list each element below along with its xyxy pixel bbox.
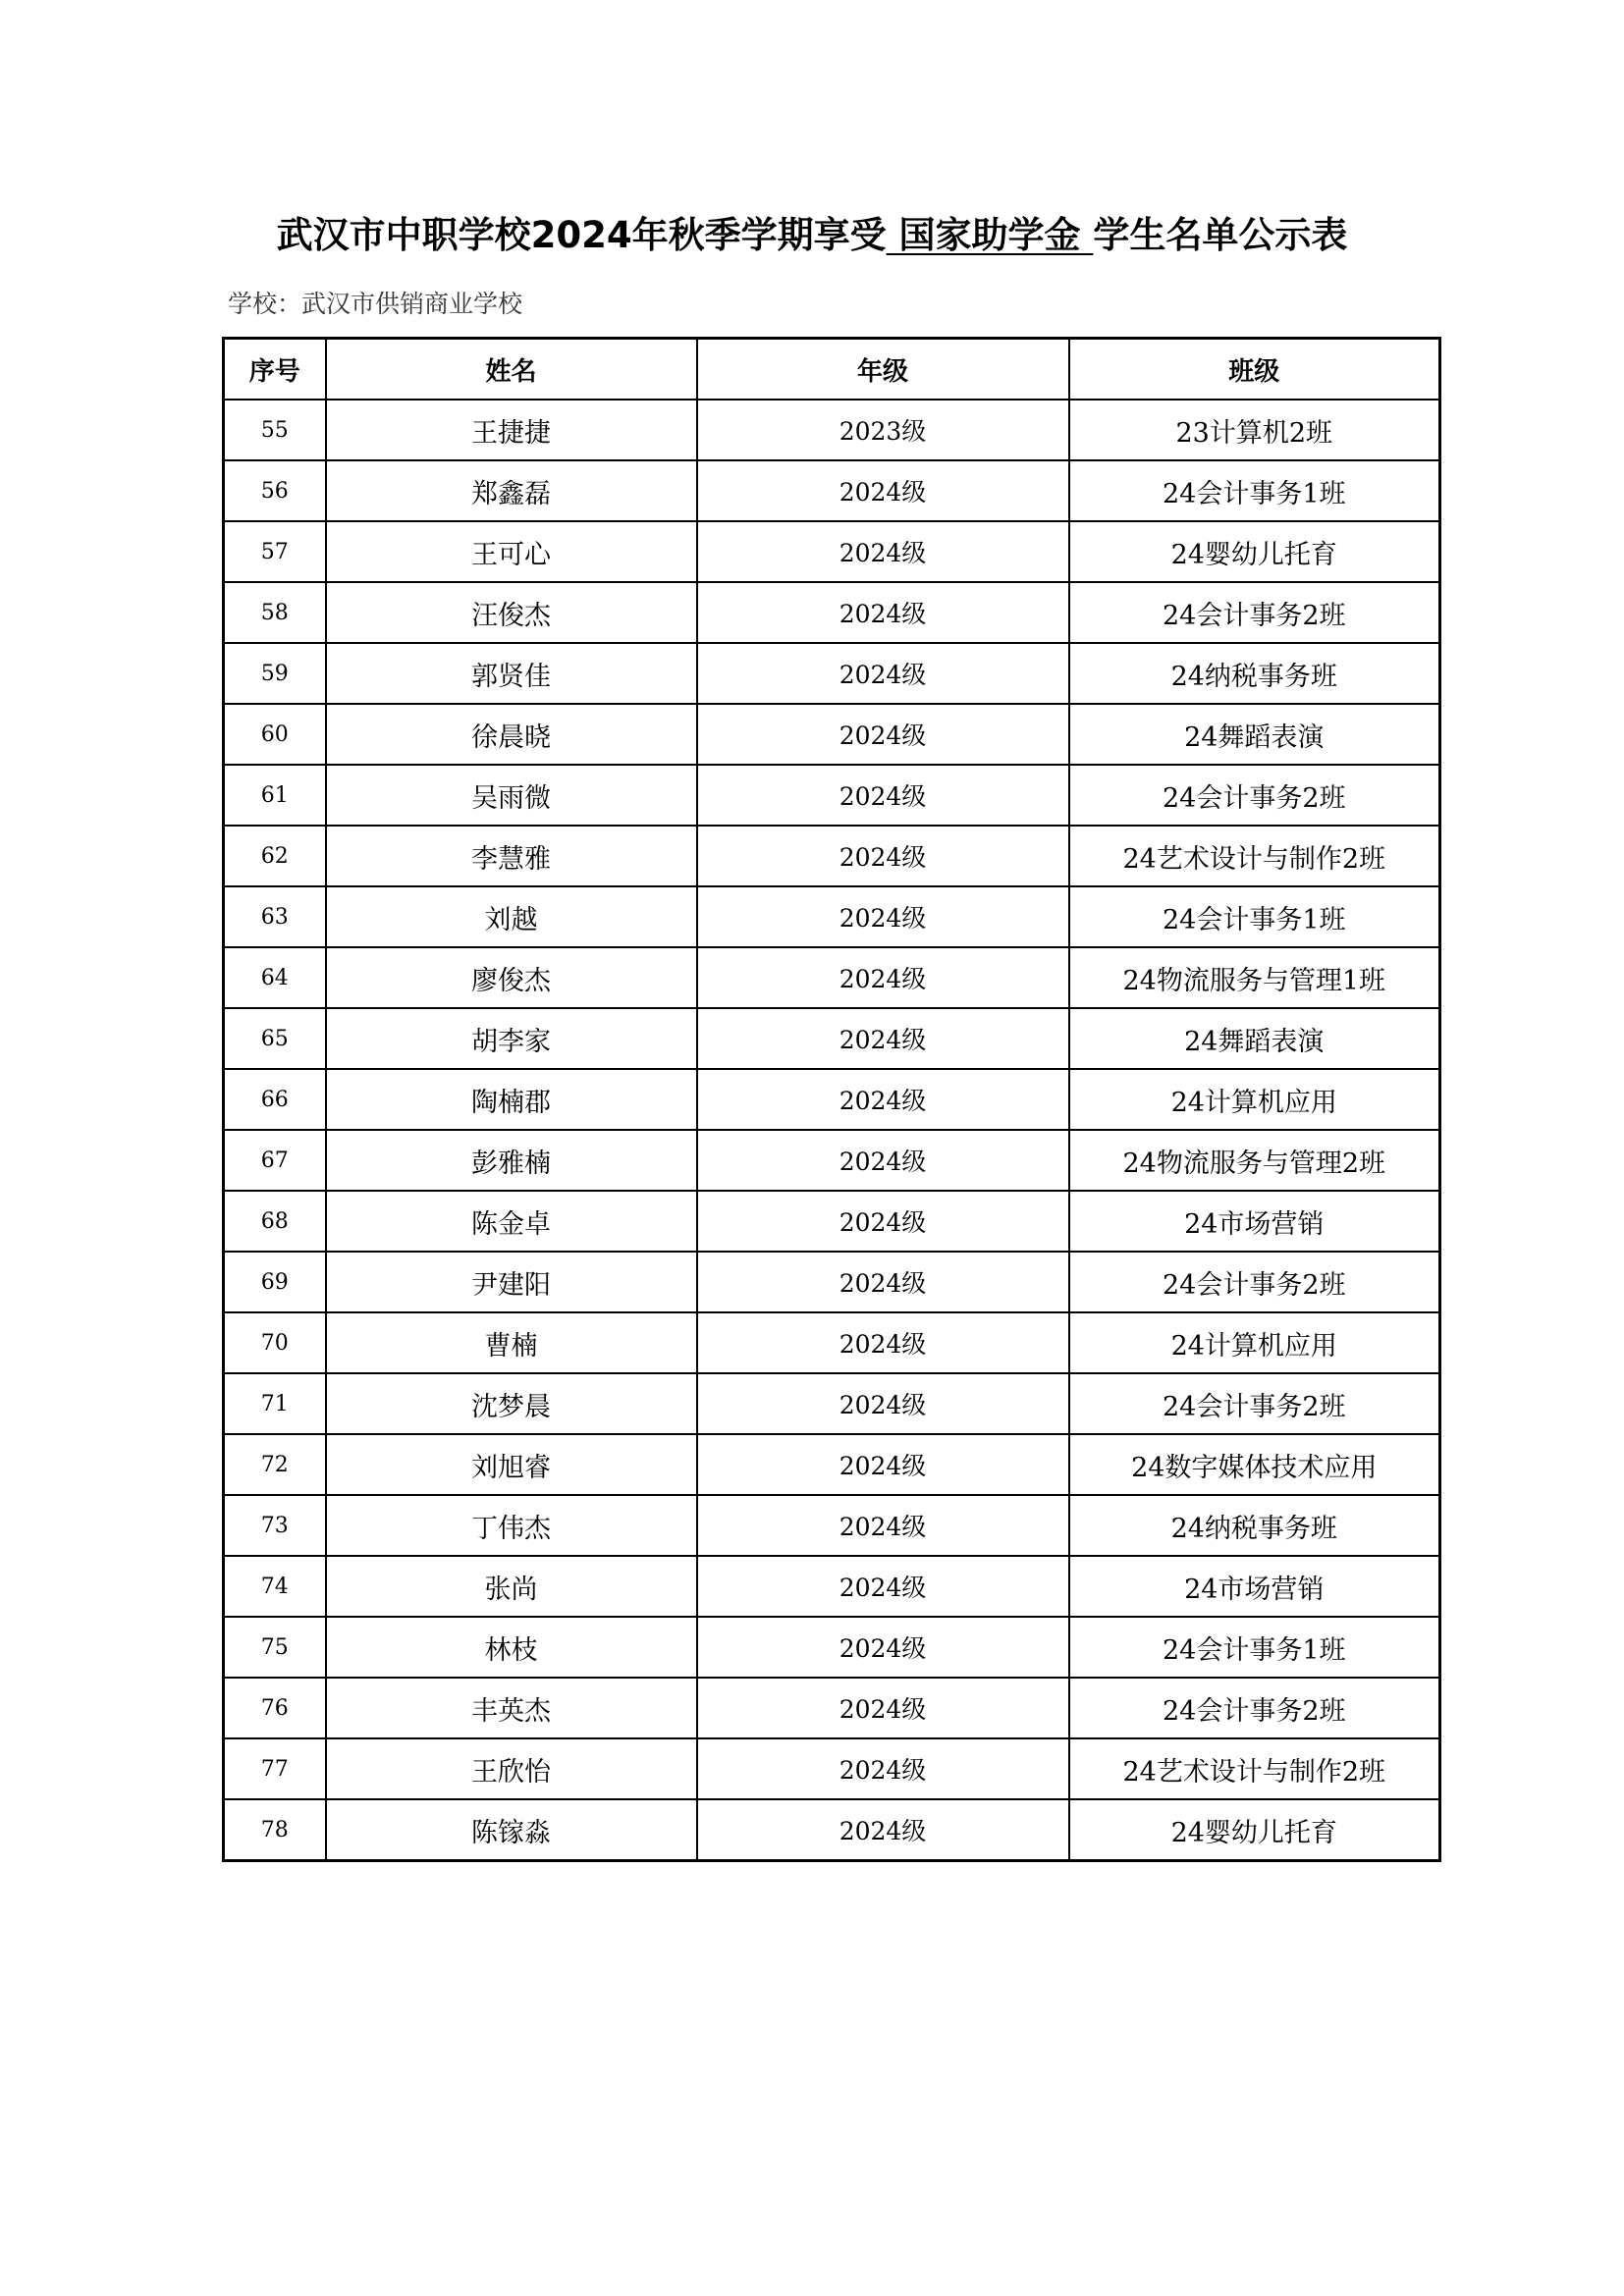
- cell-grade: 2024级: [697, 704, 1069, 765]
- table-body: [224, 400, 1440, 1861]
- cell-name: 王可心: [326, 521, 697, 582]
- cell-name: 林枝: [326, 1617, 697, 1678]
- table-row: [224, 1495, 1440, 1556]
- title-highlight: 国家助学金: [886, 213, 1094, 256]
- cell-class: 24婴幼儿托育: [1069, 521, 1440, 582]
- cell-grade: 2024级: [697, 521, 1069, 582]
- cell-no: 57: [224, 521, 326, 582]
- cell-name: 刘旭睿: [326, 1434, 697, 1495]
- table-row: [224, 1008, 1440, 1069]
- cell-grade: 2024级: [697, 1130, 1069, 1191]
- table-row: [224, 521, 1440, 582]
- cell-grade: 2024级: [697, 1738, 1069, 1799]
- cell-grade: 2024级: [697, 460, 1069, 521]
- header-grade: 年级: [697, 339, 1069, 400]
- cell-grade: 2024级: [697, 765, 1069, 826]
- table-row: [224, 947, 1440, 1008]
- cell-no: 56: [224, 460, 326, 521]
- table-row: [224, 400, 1440, 460]
- cell-no: 62: [224, 826, 326, 886]
- cell-class: 24物流服务与管理1班: [1069, 947, 1440, 1008]
- cell-no: 76: [224, 1678, 326, 1738]
- cell-class: 24会计事务2班: [1069, 1252, 1440, 1312]
- cell-name: 郭贤佳: [326, 643, 697, 704]
- title-prefix: 武汉市中职学校2024年秋季学期享受: [276, 213, 887, 256]
- school-line: [228, 288, 522, 321]
- cell-class: 23计算机2班: [1069, 400, 1440, 460]
- cell-no: 66: [224, 1069, 326, 1130]
- cell-class: 24舞蹈表演: [1069, 1008, 1440, 1069]
- cell-class: 24纳税事务班: [1069, 1495, 1440, 1556]
- cell-grade: 2024级: [697, 1556, 1069, 1617]
- student-roster-table: [222, 337, 1441, 1862]
- cell-class: 24会计事务1班: [1069, 1617, 1440, 1678]
- cell-name: 丰英杰: [326, 1678, 697, 1738]
- cell-no: 72: [224, 1434, 326, 1495]
- page-title: [0, 211, 1624, 260]
- table-row: [224, 1373, 1440, 1434]
- cell-no: 71: [224, 1373, 326, 1434]
- cell-grade: 2024级: [697, 886, 1069, 947]
- cell-grade: 2024级: [697, 947, 1069, 1008]
- cell-grade: 2024级: [697, 1495, 1069, 1556]
- cell-name: 郑鑫磊: [326, 460, 697, 521]
- cell-class: 24舞蹈表演: [1069, 704, 1440, 765]
- cell-grade: 2024级: [697, 643, 1069, 704]
- header-class: 班级: [1069, 339, 1440, 400]
- cell-no: 64: [224, 947, 326, 1008]
- cell-no: 73: [224, 1495, 326, 1556]
- cell-no: 61: [224, 765, 326, 826]
- cell-name: 廖俊杰: [326, 947, 697, 1008]
- cell-class: 24艺术设计与制作2班: [1069, 1738, 1440, 1799]
- cell-name: 徐晨晓: [326, 704, 697, 765]
- cell-class: 24纳税事务班: [1069, 643, 1440, 704]
- cell-no: 69: [224, 1252, 326, 1312]
- cell-grade: 2024级: [697, 1312, 1069, 1373]
- cell-class: 24会计事务2班: [1069, 1373, 1440, 1434]
- cell-class: 24会计事务2班: [1069, 765, 1440, 826]
- cell-class: 24计算机应用: [1069, 1312, 1440, 1373]
- header-name: 姓名: [326, 339, 697, 400]
- table-row: [224, 582, 1440, 643]
- cell-name: 曹楠: [326, 1312, 697, 1373]
- table-row: [224, 1069, 1440, 1130]
- school-label: 学校：: [228, 290, 302, 318]
- cell-no: 67: [224, 1130, 326, 1191]
- cell-grade: 2023级: [697, 400, 1069, 460]
- cell-grade: 2024级: [697, 582, 1069, 643]
- cell-name: 胡李家: [326, 1008, 697, 1069]
- table-row: [224, 1678, 1440, 1738]
- cell-name: 陈金卓: [326, 1191, 697, 1252]
- cell-no: 77: [224, 1738, 326, 1799]
- table-row: [224, 704, 1440, 765]
- cell-grade: 2024级: [697, 1678, 1069, 1738]
- cell-class: 24数字媒体技术应用: [1069, 1434, 1440, 1495]
- table-row: [224, 643, 1440, 704]
- cell-grade: 2024级: [697, 1252, 1069, 1312]
- cell-class: 24婴幼儿托育: [1069, 1799, 1440, 1861]
- cell-name: 彭雅楠: [326, 1130, 697, 1191]
- cell-name: 李慧雅: [326, 826, 697, 886]
- cell-class: 24会计事务2班: [1069, 582, 1440, 643]
- cell-name: 张尚: [326, 1556, 697, 1617]
- table-row: [224, 460, 1440, 521]
- header-no: 序号: [224, 339, 326, 400]
- cell-grade: 2024级: [697, 1617, 1069, 1678]
- cell-no: 63: [224, 886, 326, 947]
- cell-class: 24计算机应用: [1069, 1069, 1440, 1130]
- school-name: 武汉市供销商业学校: [301, 290, 523, 318]
- cell-grade: 2024级: [697, 826, 1069, 886]
- cell-no: 70: [224, 1312, 326, 1373]
- title-suffix: 学生名单公示表: [1093, 213, 1348, 256]
- cell-grade: 2024级: [697, 1799, 1069, 1861]
- cell-name: 陶楠郡: [326, 1069, 697, 1130]
- cell-class: 24会计事务1班: [1069, 886, 1440, 947]
- cell-grade: 2024级: [697, 1434, 1069, 1495]
- table-row: [224, 826, 1440, 886]
- table-row: [224, 1799, 1440, 1861]
- cell-grade: 2024级: [697, 1069, 1069, 1130]
- cell-grade: 2024级: [697, 1191, 1069, 1252]
- cell-name: 王欣怡: [326, 1738, 697, 1799]
- cell-no: 74: [224, 1556, 326, 1617]
- table-row: [224, 886, 1440, 947]
- cell-name: 吴雨微: [326, 765, 697, 826]
- cell-no: 78: [224, 1799, 326, 1861]
- cell-class: 24物流服务与管理2班: [1069, 1130, 1440, 1191]
- cell-no: 65: [224, 1008, 326, 1069]
- table-row: [224, 765, 1440, 826]
- cell-grade: 2024级: [697, 1008, 1069, 1069]
- table-row: [224, 1617, 1440, 1678]
- table-header: [224, 339, 1440, 400]
- cell-no: 58: [224, 582, 326, 643]
- table-row: [224, 1130, 1440, 1191]
- cell-class: 24市场营销: [1069, 1556, 1440, 1617]
- cell-class: 24艺术设计与制作2班: [1069, 826, 1440, 886]
- table-row: [224, 1556, 1440, 1617]
- cell-name: 陈镓淼: [326, 1799, 697, 1861]
- header-row: [224, 339, 1440, 400]
- cell-grade: 2024级: [697, 1373, 1069, 1434]
- table-row: [224, 1434, 1440, 1495]
- cell-name: 汪俊杰: [326, 582, 697, 643]
- cell-class: 24市场营销: [1069, 1191, 1440, 1252]
- table-row: [224, 1738, 1440, 1799]
- cell-no: 75: [224, 1617, 326, 1678]
- table-row: [224, 1312, 1440, 1373]
- cell-class: 24会计事务2班: [1069, 1678, 1440, 1738]
- cell-no: 60: [224, 704, 326, 765]
- cell-name: 尹建阳: [326, 1252, 697, 1312]
- cell-name: 刘越: [326, 886, 697, 947]
- cell-name: 沈梦晨: [326, 1373, 697, 1434]
- cell-no: 55: [224, 400, 326, 460]
- cell-name: 丁伟杰: [326, 1495, 697, 1556]
- table-row: [224, 1191, 1440, 1252]
- table-row: [224, 1252, 1440, 1312]
- cell-no: 59: [224, 643, 326, 704]
- cell-no: 68: [224, 1191, 326, 1252]
- cell-class: 24会计事务1班: [1069, 460, 1440, 521]
- cell-name: 王捷捷: [326, 400, 697, 460]
